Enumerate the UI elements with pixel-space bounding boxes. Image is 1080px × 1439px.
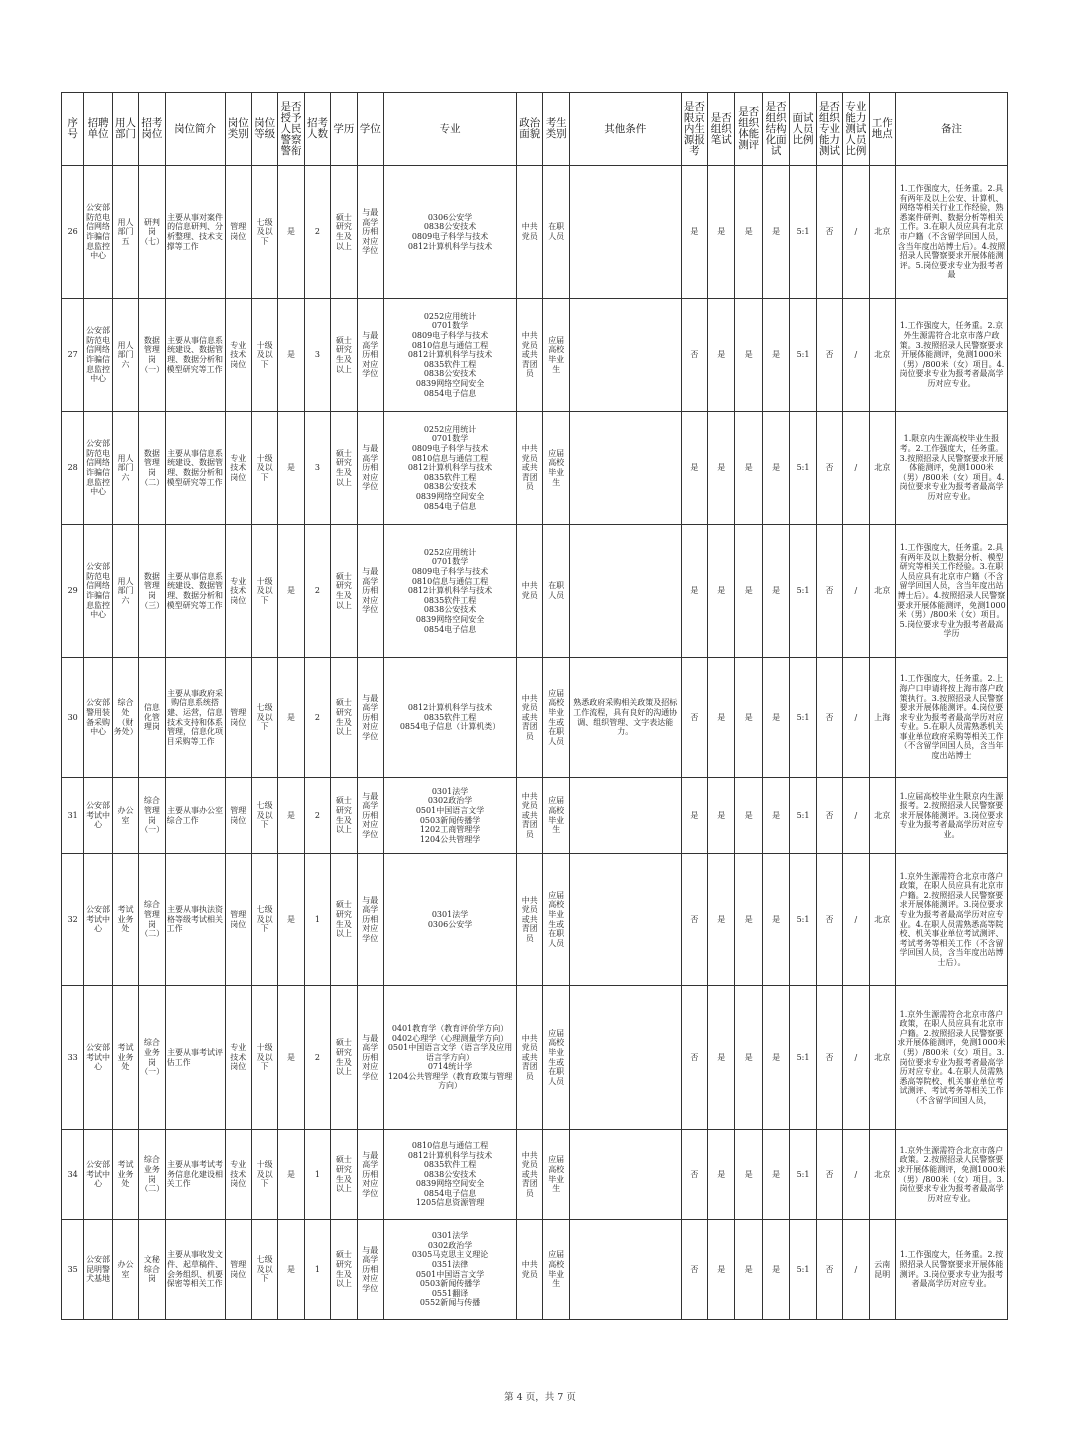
location-cell: 北京: [869, 412, 895, 525]
skill-test-cell: 否: [816, 299, 842, 412]
post-cell: 综合业务岗（二）: [139, 1130, 165, 1220]
unit-cell: 公安部考试中心: [84, 854, 112, 986]
police-rank-cell: 是: [278, 658, 304, 778]
note-cell: [895, 778, 1007, 854]
written-exam-cell: 是: [708, 986, 735, 1130]
intro-cell: 主要从事对案件的信息研判、分析整理、技术支撑等工作: [165, 166, 225, 299]
education-cell: 硕士研究生及以上: [331, 525, 357, 658]
structured-interview-cell: 是: [762, 1130, 789, 1220]
structured-interview-cell: 是: [762, 1220, 789, 1320]
location-cell: 北京: [869, 299, 895, 412]
education-cell: 硕士研究生及以上: [331, 778, 357, 854]
category-cell: 专业技术岗位: [225, 986, 251, 1130]
interview-ratio-cell: 5:1: [790, 1130, 816, 1220]
major-cell: 0252应用统计 0701数学 0809电子科学与技术 0810信息与通信工程 0812计算机科学与技术 0835软件工程 0838公安技术 0839网络空间安全 0854电子信息: [383, 412, 516, 525]
beijing-origin-cell: 否: [681, 1130, 707, 1220]
note-text: 1.工作强度大，任务重。2.京外生源需符合北京市落户政策。3.按照招录人民警察要求开展体能测评，免测1000米（男）/800米（女）项目。4.岗位要求专业为报考者最高学历对应专业。: [898, 321, 1005, 388]
column-header: 学位: [357, 93, 383, 166]
other-conditions-cell: [569, 1130, 681, 1220]
skill-test-ratio-cell: /: [843, 1220, 869, 1320]
candidate-type-cell: 应届高校毕业生或在职人员: [543, 986, 569, 1130]
count-cell: 1: [304, 1130, 330, 1220]
interview-ratio-cell: 5:1: [790, 525, 816, 658]
physical-test-cell: 是: [735, 986, 762, 1130]
major-cell: 0301法学 0306公安学: [383, 854, 516, 986]
structured-interview-cell: 是: [762, 658, 789, 778]
column-header: 其他条件: [569, 93, 681, 166]
skill-test-ratio-cell: /: [843, 412, 869, 525]
level-cell: 十级及以下: [251, 299, 277, 412]
political-status-cell: 中共党员: [517, 1220, 543, 1320]
note-text: 1.工作强度大，任务重。2.具有两年及以上公安、计算机、网络等相关行业工作经验，熟悉案件研判、数据分析等相关工作。3.在职人员应具有北京市户籍（不含留学回国人员，含当年度出站博士后）。4.按照招录人民警察要求开展体能测评。5.岗位要求专业为报考者最: [897, 184, 1006, 280]
skill-test-cell: 否: [816, 412, 842, 525]
skill-test-ratio-cell: /: [843, 658, 869, 778]
education-cell: 硕士研究生及以上: [331, 299, 357, 412]
other-conditions-cell: [569, 166, 681, 299]
table-body: [62, 166, 1008, 1320]
dept-cell: 用人部门六: [112, 525, 138, 658]
structured-interview-cell: 是: [762, 412, 789, 525]
seq-cell: 26: [62, 166, 84, 299]
column-header: 专业能力测试人员比例: [843, 93, 869, 166]
note-text: 1.京外生源需符合北京市落户政策。2.按照招录人民警察要求开展体能测评，免测1000米（男）/800米（女）项目。3.岗位要求专业为报考者最高学历对应专业。: [897, 1145, 1006, 1203]
dept-cell: 综合处（财务处）: [112, 658, 138, 778]
interview-ratio-cell: 5:1: [790, 1220, 816, 1320]
skill-test-cell: 否: [816, 1220, 842, 1320]
column-header: 用人部门: [112, 93, 138, 166]
note-cell: [895, 854, 1007, 986]
count-cell: 2: [304, 166, 330, 299]
level-cell: 十级及以下: [251, 986, 277, 1130]
column-header: 岗位简介: [165, 93, 225, 166]
skill-test-cell: 否: [816, 166, 842, 299]
physical-test-cell: 是: [735, 1130, 762, 1220]
skill-test-cell: 否: [816, 778, 842, 854]
note-text: 1.限京内生源高校毕业生报考。2.工作强度大，任务重。3.按照招录人民警察要求开展体能测评，免测1000米（男）/800米（女）项目。4.岗位要求专业为报考者最高学历对应专业。: [898, 434, 1005, 501]
table-row: [62, 166, 1008, 299]
seq-cell: 30: [62, 658, 84, 778]
dept-cell: 办公室: [112, 778, 138, 854]
category-cell: 管理岗位: [225, 778, 251, 854]
candidate-type-cell: 应届高校毕业生或在职人员: [543, 658, 569, 778]
physical-test-cell: 是: [735, 854, 762, 986]
police-rank-cell: 是: [278, 778, 304, 854]
skill-test-ratio-cell: /: [843, 1130, 869, 1220]
other-conditions-cell: [569, 854, 681, 986]
beijing-origin-cell: 是: [681, 166, 707, 299]
column-header: 工作地点: [869, 93, 895, 166]
category-cell: 管理岗位: [225, 854, 251, 986]
political-status-cell: 中共党员或共青团员: [517, 1130, 543, 1220]
unit-cell: 公安部考试中心: [84, 778, 112, 854]
unit-cell: 公安部考试中心: [84, 986, 112, 1130]
police-rank-cell: 是: [278, 1130, 304, 1220]
column-header: 是否授予人民警察警衔: [278, 93, 304, 166]
beijing-origin-cell: 是: [681, 525, 707, 658]
post-cell: 数据管理岗（二）: [139, 412, 165, 525]
level-cell: 十级及以下: [251, 1130, 277, 1220]
major-cell: 0306公安学 0838公安技术 0809电子科学与技术 0812计算机科学与技术: [383, 166, 516, 299]
other-conditions-cell: [569, 1220, 681, 1320]
degree-cell: 与最高学历相对应学位: [357, 1130, 383, 1220]
unit-cell: 公安部昆明警犬基地: [84, 1220, 112, 1320]
level-cell: 十级及以下: [251, 412, 277, 525]
note-cell: [895, 166, 1007, 299]
seq-cell: 28: [62, 412, 84, 525]
note-cell: [895, 658, 1007, 778]
police-rank-cell: 是: [278, 986, 304, 1130]
political-status-cell: 中共党员: [517, 166, 543, 299]
unit-cell: 公安部考试中心: [84, 1130, 112, 1220]
location-cell: 北京: [869, 166, 895, 299]
skill-test-ratio-cell: /: [843, 166, 869, 299]
education-cell: 硕士研究生及以上: [331, 1130, 357, 1220]
location-cell: 北京: [869, 986, 895, 1130]
note-text: 1.工作强度大，任务重。2.具有两年及以上数据分析、模型研究等相关工作经验。3.在职人员应具有北京市户籍（不含留学回国人员，含当年度出站博士后）。4.按照招录人民警察要求开展体能测评，免测1000米（男）/800米（女）项目。5.岗位要求专业为报考者最高学历: [897, 543, 1006, 639]
police-rank-cell: 是: [278, 854, 304, 986]
education-cell: 硕士研究生及以上: [331, 412, 357, 525]
skill-test-cell: 否: [816, 986, 842, 1130]
location-cell: 北京: [869, 778, 895, 854]
seq-cell: 27: [62, 299, 84, 412]
interview-ratio-cell: 5:1: [790, 986, 816, 1130]
location-cell: 北京: [869, 525, 895, 658]
beijing-origin-cell: 否: [681, 299, 707, 412]
candidate-type-cell: 应届高校毕业生或在职人员: [543, 854, 569, 986]
education-cell: 硕士研究生及以上: [331, 658, 357, 778]
skill-test-ratio-cell: /: [843, 986, 869, 1130]
candidate-type-cell: 应届高校毕业生: [543, 1130, 569, 1220]
dept-cell: 用人部门五: [112, 166, 138, 299]
physical-test-cell: 是: [735, 412, 762, 525]
education-cell: 硕士研究生及以上: [331, 166, 357, 299]
count-cell: 3: [304, 299, 330, 412]
column-header: 岗位类别: [225, 93, 251, 166]
degree-cell: 与最高学历相对应学位: [357, 166, 383, 299]
unit-cell: 公安部防范电信网络诈骗信息监控中心: [84, 412, 112, 525]
political-status-cell: 中共党员或共青团员: [517, 778, 543, 854]
major-cell: 0301法学 0302政治学 0501中国语言文学 0503新闻传播学 1202工商管理学 1204公共管理学: [383, 778, 516, 854]
political-status-cell: 中共党员: [517, 525, 543, 658]
beijing-origin-cell: 否: [681, 1220, 707, 1320]
beijing-origin-cell: 否: [681, 854, 707, 986]
count-cell: 3: [304, 412, 330, 525]
post-cell: 信息化管理岗: [139, 658, 165, 778]
political-status-cell: 中共党员或共青团员: [517, 412, 543, 525]
column-header: 专业: [383, 93, 516, 166]
degree-cell: 与最高学历相对应学位: [357, 854, 383, 986]
table-row: [62, 1130, 1008, 1220]
seq-cell: 34: [62, 1130, 84, 1220]
table-row: [62, 778, 1008, 854]
intro-cell: 主要从事信息系统建设、数据管理、数据分析和模型研究等工作: [165, 299, 225, 412]
table-row: [62, 525, 1008, 658]
unit-cell: 公安部警用装备采购中心: [84, 658, 112, 778]
other-conditions-cell: [569, 986, 681, 1130]
political-status-cell: 中共党员或共青团员: [517, 986, 543, 1130]
written-exam-cell: 是: [708, 412, 735, 525]
major-cell: 0252应用统计 0701数学 0809电子科学与技术 0810信息与通信工程 0812计算机科学与技术 0835软件工程 0838公安技术 0839网络空间安全 0854电子信息: [383, 299, 516, 412]
column-header: 招考人数: [304, 93, 330, 166]
table-header: [62, 93, 1008, 166]
seq-cell: 35: [62, 1220, 84, 1320]
location-cell: 上海: [869, 658, 895, 778]
column-header: 考生类别: [543, 93, 569, 166]
dept-cell: 考试业务处: [112, 986, 138, 1130]
written-exam-cell: 是: [708, 778, 735, 854]
dept-cell: 用人部门六: [112, 299, 138, 412]
count-cell: 1: [304, 1220, 330, 1320]
skill-test-cell: 否: [816, 658, 842, 778]
unit-cell: 公安部防范电信网络诈骗信息监控中心: [84, 166, 112, 299]
intro-cell: 主要从事考试评估工作: [165, 986, 225, 1130]
skill-test-ratio-cell: /: [843, 525, 869, 658]
column-header: 是否组织结构化面试: [762, 93, 789, 166]
beijing-origin-cell: 是: [681, 412, 707, 525]
other-conditions-cell: [569, 525, 681, 658]
written-exam-cell: 是: [708, 854, 735, 986]
table-row: [62, 1220, 1008, 1320]
intro-cell: 主要从事信息系统建设、数据管理、数据分析和模型研究等工作: [165, 412, 225, 525]
post-cell: 数据管理岗（三）: [139, 525, 165, 658]
table-row: [62, 412, 1008, 525]
count-cell: 2: [304, 986, 330, 1130]
column-header: 是否限京内生源报考: [681, 93, 707, 166]
physical-test-cell: 是: [735, 778, 762, 854]
seq-cell: 31: [62, 778, 84, 854]
post-cell: 综合业务岗（一）: [139, 986, 165, 1130]
post-cell: 综合管理岗（二）: [139, 854, 165, 986]
candidate-type-cell: 应届高校毕业生: [543, 1220, 569, 1320]
education-cell: 硕士研究生及以上: [331, 1220, 357, 1320]
education-cell: 硕士研究生及以上: [331, 986, 357, 1130]
column-header: 学历: [331, 93, 357, 166]
intro-cell: 主要从事考试考务信息化建设相关工作: [165, 1130, 225, 1220]
category-cell: 管理岗位: [225, 1220, 251, 1320]
column-header: 备注: [895, 93, 1007, 166]
count-cell: 2: [304, 778, 330, 854]
note-text: 1.京外生源需符合北京市落户政策，在职人员应具有北京市户籍。2.按照招录人民警察要求开展体能测评，免测1000米（男）/800米（女）项目。3.岗位要求专业为报考者最高学历对应专业。4.在职人员需熟悉高等院校、机关事业单位考试测评、考试考务等相关工作（不含留学回国人员，: [897, 1009, 1006, 1105]
table-row: [62, 854, 1008, 986]
post-cell: 数据管理岗（一）: [139, 299, 165, 412]
table-row: [62, 986, 1008, 1130]
unit-cell: 公安部防范电信网络诈骗信息监控中心: [84, 525, 112, 658]
interview-ratio-cell: 5:1: [790, 412, 816, 525]
level-cell: 七级及以下: [251, 778, 277, 854]
intro-cell: 主要从事执法资格等级考试相关工作: [165, 854, 225, 986]
structured-interview-cell: 是: [762, 299, 789, 412]
beijing-origin-cell: 是: [681, 778, 707, 854]
level-cell: 七级及以下: [251, 1220, 277, 1320]
structured-interview-cell: 是: [762, 525, 789, 658]
dept-cell: 考试业务处: [112, 1130, 138, 1220]
post-cell: 文秘综合岗: [139, 1220, 165, 1320]
degree-cell: 与最高学历相对应学位: [357, 986, 383, 1130]
interview-ratio-cell: 5:1: [790, 299, 816, 412]
degree-cell: 与最高学历相对应学位: [357, 412, 383, 525]
interview-ratio-cell: 5:1: [790, 166, 816, 299]
political-status-cell: 中共党员或共青团员: [517, 299, 543, 412]
physical-test-cell: 是: [735, 525, 762, 658]
major-cell: 0401教育学（教育评价学方向） 0402心理学（心理测量学方向） 0501中国语言文学（语言学及应用语言学方向） 0714统计学 1204公共管理学（教育政策与管理方向）: [383, 986, 516, 1130]
note-text: 1.工作强度大，任务重。2.按照招录人民警察要求开展体能测评。3.岗位要求专业为报考者最高学历对应专业。: [899, 1250, 1004, 1289]
column-header: 序号: [62, 93, 84, 166]
major-cell: 0810信息与通信工程 0812计算机科学与技术 0835软件工程 0838公安技术 0839网络空间安全 0854电子信息 1205信息资源管理: [383, 1130, 516, 1220]
note-cell: [895, 1220, 1007, 1320]
candidate-type-cell: 应届高校毕业生: [543, 299, 569, 412]
police-rank-cell: 是: [278, 412, 304, 525]
candidate-type-cell: 在职人员: [543, 525, 569, 658]
column-header: 岗位等级: [251, 93, 277, 166]
level-cell: 十级及以下: [251, 525, 277, 658]
column-header: 政治面貌: [517, 93, 543, 166]
political-status-cell: 中共党员或共青团员: [517, 854, 543, 986]
education-cell: 硕士研究生及以上: [331, 854, 357, 986]
written-exam-cell: 是: [708, 299, 735, 412]
dept-cell: 考试业务处: [112, 854, 138, 986]
interview-ratio-cell: 5:1: [790, 854, 816, 986]
other-conditions-cell: [569, 412, 681, 525]
note-text: 1.工作强度大，任务重。2.上海户口申请将按上海市落户政策执行。3.按照招录人民警察要求开展体能测评。4.岗位要求专业为报考者最高学历对应专业。5.在职人员需熟悉机关事业单位政府采购等相关工作（不含留学回国人员，含当年度出站博士: [899, 674, 1004, 761]
skill-test-ratio-cell: /: [843, 854, 869, 986]
recruitment-table: [61, 92, 1008, 1320]
police-rank-cell: 是: [278, 525, 304, 658]
category-cell: 专业技术岗位: [225, 1130, 251, 1220]
structured-interview-cell: 是: [762, 854, 789, 986]
seq-cell: 33: [62, 986, 84, 1130]
seq-cell: 29: [62, 525, 84, 658]
count-cell: 1: [304, 854, 330, 986]
political-status-cell: 中共党员或共青团员: [517, 658, 543, 778]
seq-cell: 32: [62, 854, 84, 986]
skill-test-cell: 否: [816, 854, 842, 986]
post-cell: 研判岗（七）: [139, 166, 165, 299]
intro-cell: 主要从事信息系统建设、数据管理、数据分析和模型研究等工作: [165, 525, 225, 658]
column-header: 面试人员比例: [790, 93, 816, 166]
post-cell: 综合管理岗（一）: [139, 778, 165, 854]
skill-test-cell: 否: [816, 1130, 842, 1220]
dept-cell: 用人部门六: [112, 412, 138, 525]
column-header: 是否组织体能测评: [735, 93, 762, 166]
skill-test-cell: 否: [816, 525, 842, 658]
category-cell: 专业技术岗位: [225, 412, 251, 525]
major-cell: 0812计算机科学与技术 0835软件工程 0854电子信息（计算机类）: [383, 658, 516, 778]
degree-cell: 与最高学历相对应学位: [357, 778, 383, 854]
interview-ratio-cell: 5:1: [790, 778, 816, 854]
degree-cell: 与最高学历相对应学位: [357, 525, 383, 658]
note-cell: [895, 986, 1007, 1130]
major-cell: 0301法学 0302政治学 0305马克思主义理论 0351法律 0501中国语言文学 0503新闻传播学 0551翻译 0552新闻与传播: [383, 1220, 516, 1320]
physical-test-cell: 是: [735, 299, 762, 412]
category-cell: 专业技术岗位: [225, 299, 251, 412]
candidate-type-cell: 在职人员: [543, 166, 569, 299]
level-cell: 七级及以下: [251, 166, 277, 299]
skill-test-ratio-cell: /: [843, 778, 869, 854]
note-cell: [895, 299, 1007, 412]
column-header: 是否组织笔试: [708, 93, 735, 166]
count-cell: 2: [304, 525, 330, 658]
location-cell: 北京: [869, 854, 895, 986]
beijing-origin-cell: 否: [681, 658, 707, 778]
note-cell: [895, 412, 1007, 525]
intro-cell: 主要从事收发文件、起草稿件、会务组织、机要保密等相关工作: [165, 1220, 225, 1320]
written-exam-cell: 是: [708, 658, 735, 778]
category-cell: 专业技术岗位: [225, 525, 251, 658]
location-cell: 北京: [869, 1130, 895, 1220]
skill-test-ratio-cell: /: [843, 299, 869, 412]
interview-ratio-cell: 5:1: [790, 658, 816, 778]
structured-interview-cell: 是: [762, 166, 789, 299]
other-conditions-cell: [569, 299, 681, 412]
degree-cell: 与最高学历相对应学位: [357, 299, 383, 412]
column-header: 是否组织专业能力测试: [816, 93, 842, 166]
candidate-type-cell: 应届高校毕业生: [543, 412, 569, 525]
police-rank-cell: 是: [278, 299, 304, 412]
physical-test-cell: 是: [735, 658, 762, 778]
category-cell: 管理岗位: [225, 658, 251, 778]
column-header: 招聘单位: [84, 93, 112, 166]
dept-cell: 办公室: [112, 1220, 138, 1320]
written-exam-cell: 是: [708, 1220, 735, 1320]
degree-cell: 与最高学历相对应学位: [357, 658, 383, 778]
other-conditions-cell: [569, 778, 681, 854]
table-row: [62, 658, 1008, 778]
category-cell: 管理岗位: [225, 166, 251, 299]
location-cell: 云南昆明: [869, 1220, 895, 1320]
table-row: [62, 299, 1008, 412]
unit-cell: 公安部防范电信网络诈骗信息监控中心: [84, 299, 112, 412]
page-number-footer: 第 4 页，共 7 页: [504, 1392, 576, 1403]
column-header: 招考岗位: [139, 93, 165, 166]
police-rank-cell: 是: [278, 166, 304, 299]
physical-test-cell: 是: [735, 166, 762, 299]
major-cell: 0252应用统计 0701数学 0809电子科学与技术 0810信息与通信工程 0812计算机科学与技术 0835软件工程 0838公安技术 0839网络空间安全 0854电子信息: [383, 525, 516, 658]
note-cell: [895, 1130, 1007, 1220]
written-exam-cell: 是: [708, 1130, 735, 1220]
count-cell: 2: [304, 658, 330, 778]
note-cell: [895, 525, 1007, 658]
header-row: [62, 93, 1008, 166]
intro-cell: 主要从事政府采购信息系统搭建、运营，信息技术支持和体系管理，信息化项目采购等工作: [165, 658, 225, 778]
intro-cell: 主要从事办公室综合工作: [165, 778, 225, 854]
police-rank-cell: 是: [278, 1220, 304, 1320]
beijing-origin-cell: 否: [681, 986, 707, 1130]
note-text: 1.应届高校毕业生限京内生源报考。2.按照招录人民警察要求开展体能测评。3.岗位要求专业为报考者最高学历对应专业。: [899, 791, 1004, 839]
written-exam-cell: 是: [708, 166, 735, 299]
physical-test-cell: 是: [735, 1220, 762, 1320]
note-text: 1.京外生源需符合北京市落户政策，在职人员应具有北京市户籍。2.按照招录人民警察要求开展体能测评。3.岗位要求专业为报考者最高学历对应专业。4.在职人员需熟悉高等院校、机关事业单位考试测评、考试考务等相关工作（不含留学回国人员，含当年度出站博士后）。: [899, 871, 1004, 967]
written-exam-cell: 是: [708, 525, 735, 658]
degree-cell: 与最高学历相对应学位: [357, 1220, 383, 1320]
level-cell: 七级及以下: [251, 854, 277, 986]
level-cell: 七级及以下: [251, 658, 277, 778]
other-conditions-cell: 熟悉政府采购相关政策及招标工作流程，具有良好的沟通协调、组织管理、文字表达能力。: [569, 658, 681, 778]
candidate-type-cell: 应届高校毕业生: [543, 778, 569, 854]
structured-interview-cell: 是: [762, 778, 789, 854]
structured-interview-cell: 是: [762, 986, 789, 1130]
